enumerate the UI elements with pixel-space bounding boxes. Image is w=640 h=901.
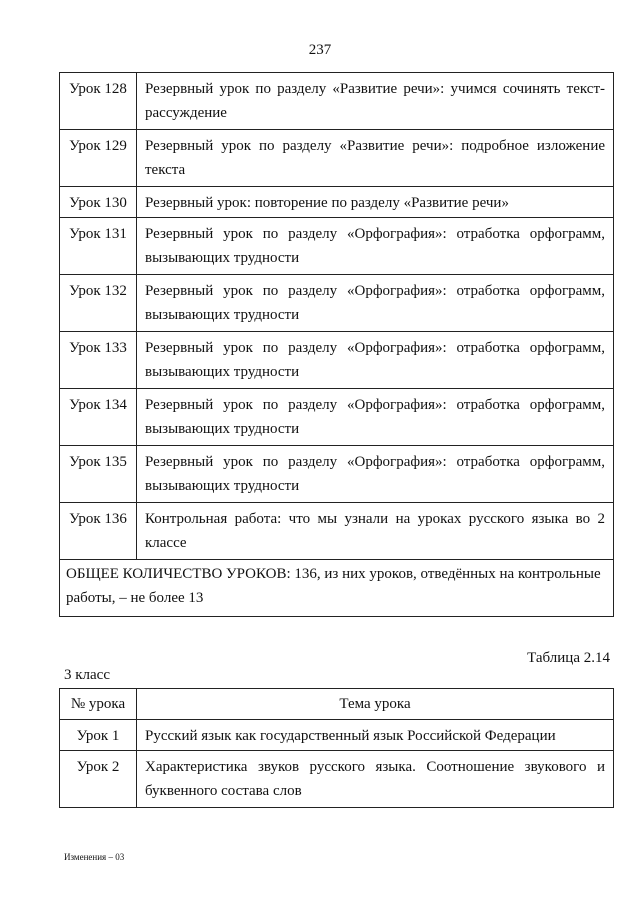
table-row — [60, 446, 614, 503]
lesson-number: Урок 128 — [60, 73, 137, 130]
table-row — [60, 187, 614, 218]
table-row — [60, 275, 614, 332]
footer-revision-note: Изменения – 03 — [64, 852, 125, 862]
table-row — [60, 720, 614, 751]
page-number: 237 — [308, 42, 332, 58]
lesson-table-grade-2 — [59, 72, 614, 617]
table-caption: Таблица 2.14 — [527, 650, 610, 666]
lesson-number: Урок 1 — [60, 720, 137, 751]
lesson-number: Урок 131 — [60, 218, 137, 275]
lesson-topic: Резервный урок по разделу «Развитие речи»: учимся сочинять текст-рассуждение — [137, 73, 614, 130]
total-row — [60, 560, 614, 617]
lesson-number: Урок 2 — [60, 751, 137, 808]
lesson-number: Урок 130 — [60, 187, 137, 218]
table-row — [60, 503, 614, 560]
table-row — [60, 751, 614, 808]
header-lesson-topic: Тема урока — [137, 689, 614, 720]
lesson-table-grade-3 — [59, 688, 614, 808]
lesson-number: Урок 133 — [60, 332, 137, 389]
lesson-topic: Резервный урок по разделу «Орфография»: отработка орфограмм, вызывающих трудности — [137, 446, 614, 503]
lesson-number: Урок 134 — [60, 389, 137, 446]
lesson-topic: Русский язык как государственный язык Российской Федерации — [137, 720, 614, 751]
lesson-number: Урок 136 — [60, 503, 137, 560]
table-row — [60, 73, 614, 130]
lesson-number: Урок 135 — [60, 446, 137, 503]
table-row — [60, 130, 614, 187]
table-row — [60, 332, 614, 389]
lesson-number: Урок 132 — [60, 275, 137, 332]
lesson-topic: Резервный урок по разделу «Орфография»: отработка орфограмм, вызывающих трудности — [137, 389, 614, 446]
lesson-topic: Характеристика звуков русского языка. Соотношение звукового и буквенного состава слов — [137, 751, 614, 808]
lesson-topic: Резервный урок по разделу «Орфография»: отработка орфограмм, вызывающих трудности — [137, 332, 614, 389]
lesson-topic: Резервный урок по разделу «Орфография»: отработка орфограмм, вызывающих трудности — [137, 218, 614, 275]
total-lessons: ОБЩЕЕ КОЛИЧЕСТВО УРОКОВ: 136, из них уроков, отведённых на контрольные работы, – не более 13 — [60, 560, 614, 617]
class-label: 3 класс — [64, 667, 110, 683]
lesson-topic: Резервный урок по разделу «Орфография»: отработка орфограмм, вызывающих трудности — [137, 275, 614, 332]
lesson-topic: Резервный урок по разделу «Развитие речи»: подробное изложение текста — [137, 130, 614, 187]
lesson-number: Урок 129 — [60, 130, 137, 187]
header-lesson-number: № урока — [60, 689, 137, 720]
table-header-row — [60, 689, 614, 720]
table-row — [60, 389, 614, 446]
table-row — [60, 218, 614, 275]
lesson-topic: Резервный урок: повторение по разделу «Развитие речи» — [137, 187, 614, 218]
lesson-topic: Контрольная работа: что мы узнали на уроках русского языка во 2 классе — [137, 503, 614, 560]
